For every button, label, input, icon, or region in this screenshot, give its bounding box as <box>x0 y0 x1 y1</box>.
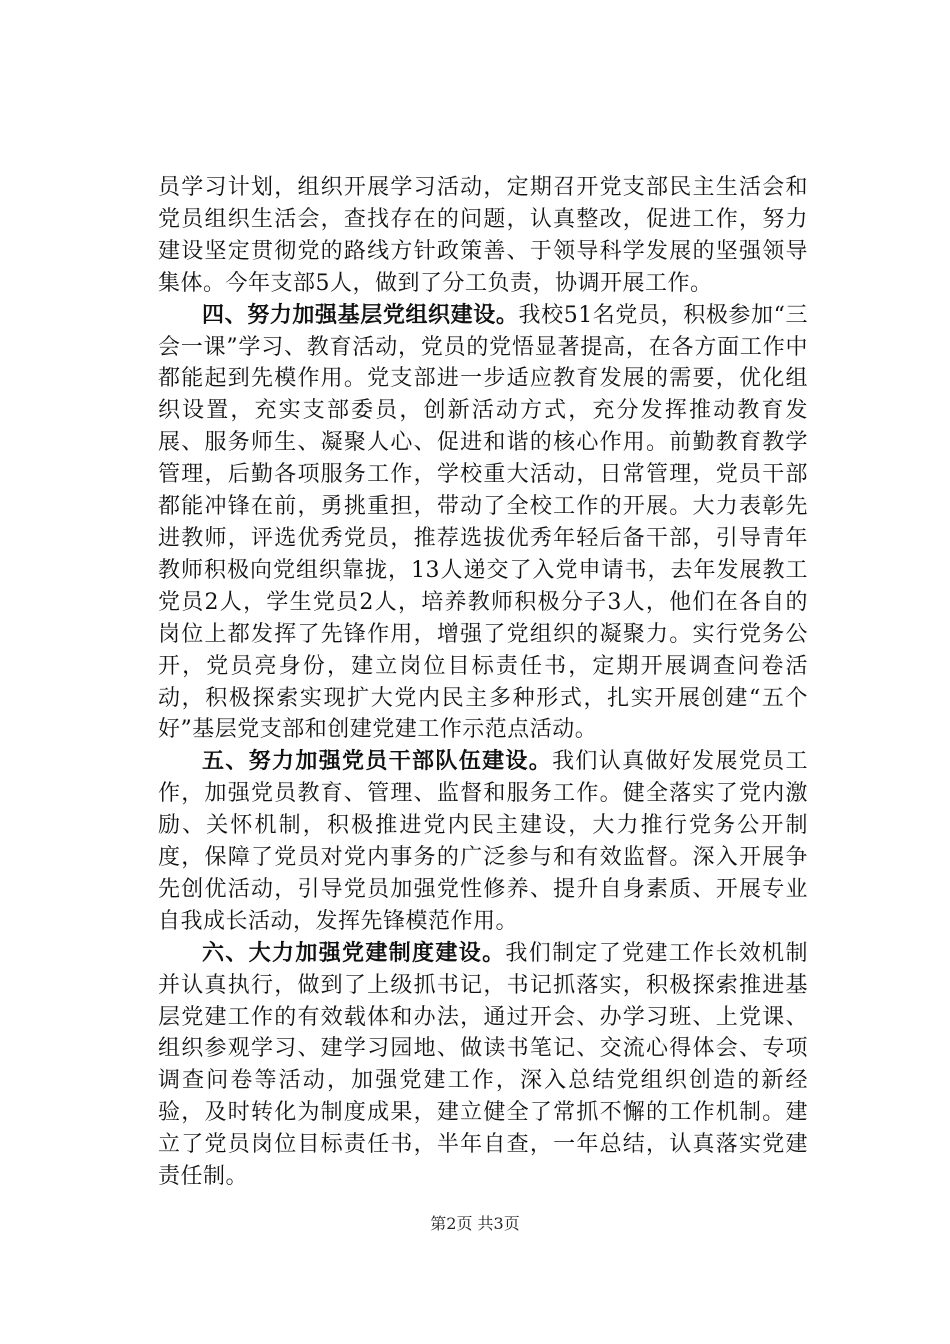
page-footer <box>0 1214 950 1234</box>
paragraph-continuation <box>158 172 808 300</box>
section-heading: 四、努力加强基层党组织建设。 <box>202 301 519 328</box>
paragraph-section-five <box>158 746 808 937</box>
paragraph-text: 员学习计划，组织开展学习活动，定期召开党支部民主生活会和党员组织生活会，查找存在的问题，认真整改，促进工作，努力建设坚定贯彻党的路线方针政策善、于领导科学发展的坚强领导集体。今年支部5人，做到了分工负责，协调开展工作。 <box>158 175 808 296</box>
paragraph-text: 我们认真做好发展党员工作，加强党员教育、管理、监督和服务工作。健全落实了党内激励、关怀机制，积极推进党内民主建设，大力推行党务公开制度，保障了党员对党内事务的广泛参与和有效监督。深入开展争先创优活动，引导党员加强党性修养、提升自身素质、开展专业自我成长活动，发挥先锋模范作用。 <box>158 749 808 934</box>
paragraph-section-six <box>158 938 808 1193</box>
section-heading: 六、大力加强党建制度建设。 <box>202 939 506 966</box>
page-number-label: 第2页 共3页 <box>430 1214 520 1233</box>
section-heading: 五、努力加强党员干部队伍建设。 <box>202 748 553 775</box>
paragraph-text: 我们制定了党建工作长效机制并认真执行，做到了上级抓书记，书记抓落实，积极探索推进基层党建工作的有效载体和办法，通过开会、办学习班、上党课、组织参观学习、建学习园地、做读书笔记、交流心得体会、专项调查问卷等活动，加强党建工作，深入总结党组织创造的新经验，及时转化为制度成果，建立健全了常抓不懈的工作机制。建立了党员岗位目标责任书，半年自查，一年总结，认真落实党建责任制。 <box>158 940 808 1190</box>
paragraph-section-four <box>158 300 808 747</box>
document-body <box>158 172 808 1193</box>
paragraph-text: 我校51名党员，积极参加“三会一课”学习、教育活动，党员的党悟显著提高，在各方面工作中都能起到先模作用。党支部进一步适应教育发展的需要，优化组织设置，充实支部委员，创新活动方式，充分发挥推动教育发展、服务师生、凝聚人心、促进和谐的核心作用。前勤教育教学管理，后勤各项服务工作，学校重大活动，日常管理，党员干部都能冲锋在前，勇挑重担，带动了全校工作的开展。大力表彰先进教师，评选优秀党员，推荐选拔优秀年轻后备干部，引导青年教师积极向党组织靠拢，13人递交了入党申请书，去年发展教工党员2人，学生党员2人，培养教师积极分子3人，他们在各自的岗位上都发挥了先锋作用，增强了党组织的凝聚力。实行党务公开，党员亮身份，建立岗位目标责任书，定期开展调查问卷活动，积极探索实现扩大党内民主多种形式，扎实开展创建“五个好”基层党支部和创建党建工作示范点活动。 <box>158 302 808 743</box>
